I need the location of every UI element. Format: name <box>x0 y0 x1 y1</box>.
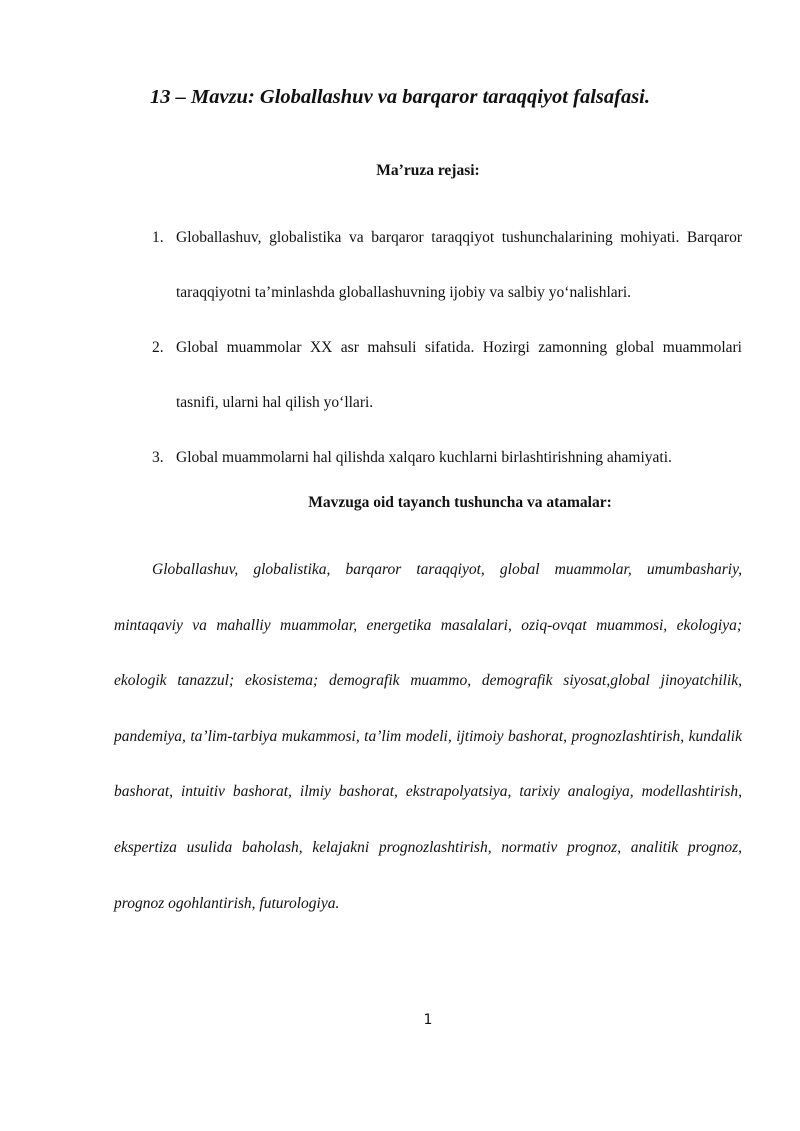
page-title: 13 – Mavzu: Globallashuv va barqaror taraqqiyot falsafasi. <box>150 86 650 108</box>
list-item-text: Global muammolar XX asr mahsuli sifatida. Hozirgi zamonning global muammolari tasnifi, ularni hal qilish yo‘llari. <box>176 339 742 411</box>
list-item-number: 1. <box>152 229 164 246</box>
key-terms-heading: Mavzuga oid tayanch tushuncha va atamalar: <box>308 494 612 511</box>
lecture-plan-heading: Ma’ruza rejasi: <box>376 162 480 179</box>
list-item-number: 2. <box>152 339 164 356</box>
lecture-plan-list <box>114 210 742 485</box>
page-number: 1 <box>423 1012 433 1028</box>
list-item-text: Global muammolarni hal qilishda xalqaro kuchlarni birlashtirishning ahamiyati. <box>176 449 672 466</box>
list-item-text: Globallashuv, globalistika va barqaror taraqqiyot tushunchalarining mohiyati. Barqaror taraqqiyotni ta’minlashda globallashuvning ijobiy va salbiy yo‘nalishlari. <box>176 229 742 301</box>
key-terms-paragraph: Globallashuv, globalistika, barqaror taraqqiyot, global muammolar, umumbashariy, mintaqaviy va mahalliy muammolar, energetika masalalari, oziq-ovqat muammosi, ekologiya; ekologik tanazzul; ekosistema; demografik muammo, demografik siyosat,global jinoyatchilik, pandemiya, ta’lim-tarbiya mukammosi, ta’lim modeli, ijtimoiy bashorat, prognozlashtirish, kundalik bashorat, intuitiv bashorat, ilmiy bashorat, ekstrapolyatsiya, tarixiy analogiya, modellashtirish, ekspertiza usulida baholash, kelajakni prognozlashtirish, normativ prognoz, analitik prognoz, prognoz ogohlantirish, futurologiya. <box>114 561 742 912</box>
list-item <box>114 320 742 430</box>
list-item <box>114 430 742 485</box>
list-item-number: 3. <box>152 449 164 466</box>
list-item <box>114 210 742 320</box>
